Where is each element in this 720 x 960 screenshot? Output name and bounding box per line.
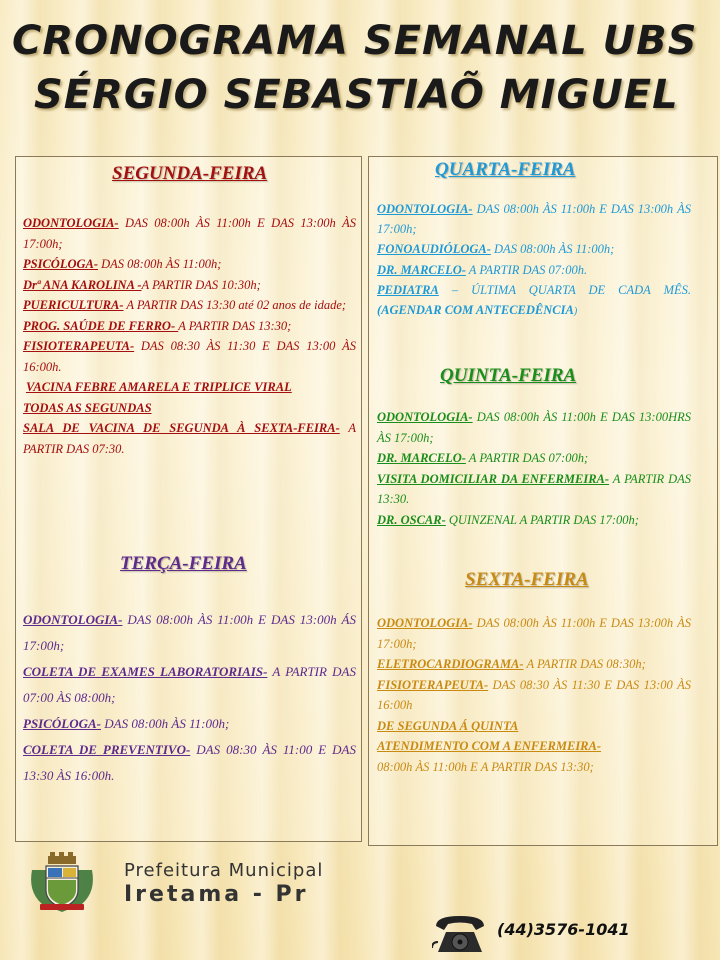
list-item: [23, 295, 356, 316]
schedule-note: (AGENDAR COM ANTECEDÊNCIA: [377, 303, 574, 318]
item-text: DAS 08:00h ÀS 11:00h E DAS 13:00HRS ÀS 17:00h;: [377, 410, 691, 445]
schedule-panel-right: [368, 156, 718, 846]
segunda-schedule: [23, 213, 356, 459]
day-title-segunda: SEGUNDA-FEIRA: [112, 163, 268, 184]
item-text: QUINZENAL A PARTIR DAS 17:00h;: [445, 512, 639, 527]
day-title-quarta: QUARTA-FEIRA: [435, 159, 576, 180]
list-item: [377, 654, 691, 675]
item-text: DAS 08:00h ÀS 11:00h E DAS 13:00h ÀS 17:00h;: [23, 216, 356, 251]
list-item: [23, 275, 356, 296]
schedule-panel-left: [15, 156, 362, 842]
item-label: PUERICULTURA-: [23, 298, 124, 312]
list-item: [23, 659, 356, 711]
item-text: A PARTIR DAS 13:30;: [178, 318, 292, 333]
item-label: ODONTOLOGIA-: [377, 202, 473, 216]
item-text: A PARTIR DAS 08:30h;: [523, 657, 646, 671]
item-label: FISIOTERAPEUTA-: [377, 677, 489, 692]
list-item: [23, 254, 356, 275]
item-label: DR. MARCELO-: [377, 262, 466, 277]
item-label: ODONTOLOGIA-: [377, 410, 473, 424]
list-item: [23, 711, 356, 737]
list-item: [377, 613, 691, 654]
list-item: [23, 316, 356, 337]
list-item: [23, 377, 356, 398]
item-text: A PARTIR DAS 07:00 ÀS 08:00h;: [23, 664, 356, 705]
list-item: [23, 607, 356, 659]
item-text: A PARTIR DAS 10:30h;: [141, 277, 261, 292]
item-label: ATENDIMENTO COM A ENFERMEIRA-: [377, 739, 602, 753]
item-label: FISIOTERAPEUTA-: [23, 339, 135, 353]
list-item: [377, 199, 691, 239]
list-item: [377, 239, 691, 259]
item-label: ODONTOLOGIA-: [23, 612, 123, 627]
list-item: [377, 675, 691, 716]
list-item: [377, 510, 691, 531]
item-label: PEDIATRA: [377, 282, 439, 297]
vaccine-notice: VACINA FEBRE AMARELA E TRIPLICE VIRAL: [26, 380, 292, 394]
item-text: DAS 08:30 ÀS 11:30 E DAS 13:00 ÀS 16:00h: [377, 677, 691, 712]
item-label: COLETA DE EXAMES LABORATORIAIS-: [23, 664, 268, 679]
item-label: SALA DE VACINA DE SEGUNDA À SEXTA-FEIRA-: [23, 421, 340, 435]
list-item: [377, 736, 691, 757]
item-text: DAS 08:00h ÀS 11:00h;: [490, 242, 615, 257]
item-label: DR. MARCELO-: [377, 451, 466, 465]
list-item: [377, 280, 691, 322]
list-item: [23, 213, 356, 254]
item-text: DAS 08:30 ÀS 11:30 E DAS 13:00 ÀS 16:00h.: [23, 339, 356, 374]
item-label: ODONTOLOGIA-: [377, 616, 473, 630]
list-item: [23, 418, 356, 459]
item-text: DAS 08:00h ÀS 11:00h E DAS 13:00h ÀS 17:00h;: [377, 616, 691, 651]
day-title-terca: TERÇA-FEIRA: [120, 553, 247, 574]
item-text: DAS 08:30 ÀS 11:00 E DAS 13:30 ÀS 16:00h.: [23, 742, 356, 783]
item-label: PROG. SAÚDE DE FERRO-: [23, 318, 179, 333]
city-label: Iretama - Pr: [124, 882, 309, 907]
item-text: A PARTIR DAS 07:00h.: [465, 262, 588, 277]
item-text: A PARTIR DAS 13:30.: [377, 471, 691, 506]
item-label: ELETROCARDIOGRAMA-: [377, 657, 524, 671]
sexta-schedule: [377, 613, 691, 777]
list-item: [23, 336, 356, 377]
list-item: [377, 757, 691, 778]
telephone-icon: [432, 912, 488, 956]
page-subtitle: SÉRGIO SEBASTIAÕ MIGUEL: [34, 72, 679, 118]
quarta-schedule: [377, 199, 691, 322]
item-label: Drª ANA KAROLINA -: [23, 277, 142, 292]
list-item: [377, 448, 691, 469]
item-text: A PARTIR DAS 07:00h;: [465, 451, 589, 465]
list-item: [377, 716, 691, 737]
item-label: FONOAUDIÓLOGA-: [377, 242, 491, 257]
prefeitura-label: Prefeitura Municipal: [124, 860, 324, 881]
item-label: PSICÓLOGA-: [23, 716, 102, 731]
closing-paren: ): [573, 306, 578, 318]
item-label: PSICÓLOGA-: [23, 257, 99, 271]
item-text: 08:00h ÀS 11:00h E A PARTIR DAS 13:30;: [377, 759, 594, 774]
list-item: [23, 737, 356, 789]
item-label: COLETA DE PREVENTIVO-: [23, 742, 191, 757]
terca-schedule: [23, 607, 356, 789]
item-label: DE SEGUNDA Á QUINTA: [377, 718, 519, 733]
list-item: [377, 407, 691, 448]
quinta-schedule: [377, 407, 691, 530]
day-title-quinta: QUINTA-FEIRA: [440, 365, 577, 386]
day-title-sexta: SEXTA-FEIRA: [465, 569, 589, 590]
vaccine-notice-days: TODAS AS SEGUNDAS: [23, 400, 152, 415]
coat-of-arms-icon: [26, 852, 98, 914]
item-label: DR. OSCAR-: [377, 512, 446, 527]
item-text: A PARTIR DAS 13:30 até 02 anos de idade;: [123, 298, 347, 312]
list-item: [377, 260, 691, 280]
list-item: [377, 469, 691, 510]
item-text: – ÚLTIMA QUARTA DE CADA MÊS.: [438, 282, 691, 297]
item-text: DAS 08:00h ÀS 11:00h;: [101, 716, 230, 731]
item-label: ODONTOLOGIA-: [23, 216, 119, 230]
list-item: [23, 398, 356, 419]
item-text: DAS 08:00h ÀS 11:00h E DAS 13:00h ÁS 17:00h;: [23, 612, 356, 653]
item-text: DAS 08:00h ÀS 11:00h E DAS 13:00h ÀS 17:00h;: [377, 202, 691, 237]
item-text: DAS 08:00h ÀS 11:00h;: [98, 257, 222, 271]
item-label: VISITA DOMICILIAR DA ENFERMEIRA-: [377, 471, 610, 486]
item-text: A PARTIR DAS 07:30.: [23, 421, 356, 456]
phone-number: (44)3576-1041: [497, 920, 630, 939]
page-title: CRONOGRAMA SEMANAL UBS: [12, 18, 698, 64]
